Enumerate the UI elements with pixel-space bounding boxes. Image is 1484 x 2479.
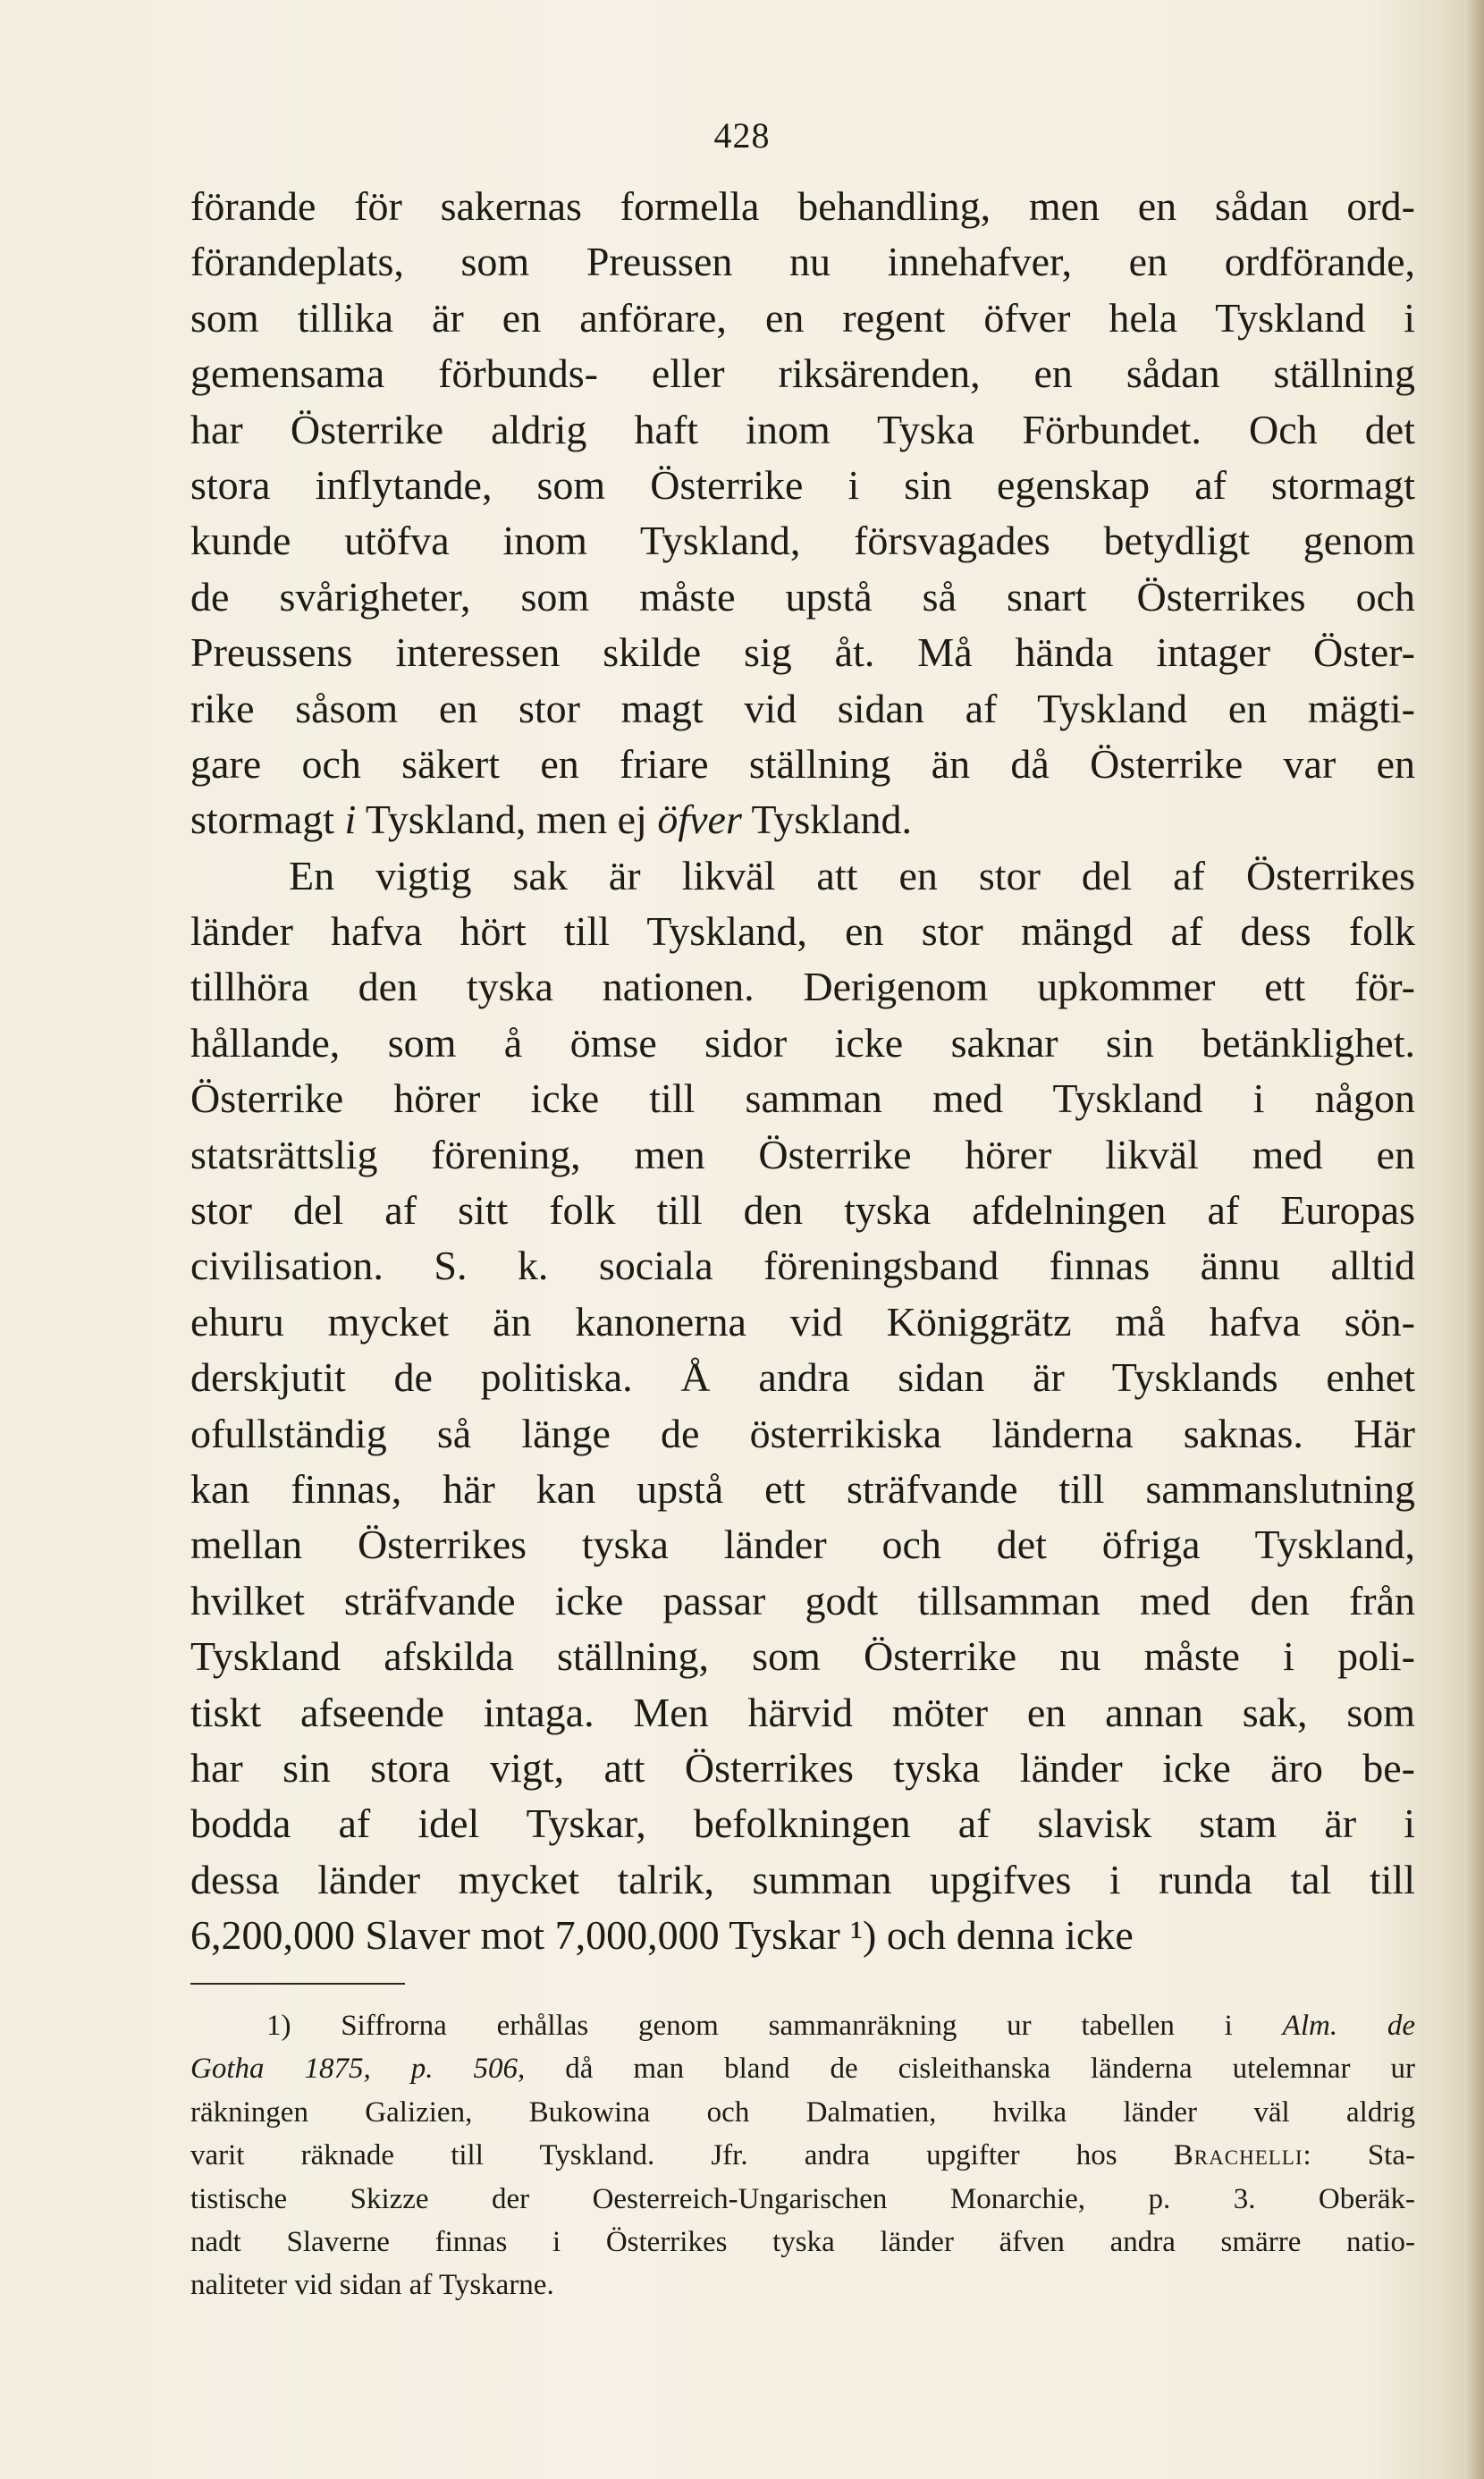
text-line: hvilket sträfvande icke passar godt tillsamman med den från <box>190 1577 1415 1623</box>
text-line: rike såsom en stor magt vid sidan af Tyskland en mägti- <box>190 685 1415 731</box>
text-line: civilisation. S. k. sociala föreningsband finnas ännu alltid <box>190 1243 1415 1289</box>
main-text <box>190 179 1415 1964</box>
page-edge-shadow <box>1464 0 1484 2479</box>
footnote-line: nadt Slaverne finnas i Österrikes tyska länder äfven andra smärre natio- <box>190 2225 1415 2258</box>
text-line: stor del af sitt folk till den tyska afdelningen af Europas <box>190 1187 1415 1234</box>
text-line: ehuru mycket än kanonerna vid Königgrätz må hafva sön- <box>190 1298 1415 1345</box>
text-line: har Österrike aldrig haft inom Tyska Förbundet. Och det <box>190 406 1415 452</box>
text-line: länder hafva hört till Tyskland, en stor mängd af dess folk <box>190 908 1415 955</box>
text-line: kunde utöfva inom Tyskland, försvagades betydligt genom <box>190 518 1415 564</box>
text-line: de svårigheter, som måste upstå så snart Österrikes och <box>190 573 1415 620</box>
footnote-line: 1) Siffrorna erhållas genom sammanräkning ur tabellen i Alm. de <box>266 2010 1416 2042</box>
text-line: förandeplats, som Preussen nu innehafver, en ordförande, <box>190 239 1415 285</box>
text-line: mellan Österrikes tyska länder och det öfriga Tyskland, <box>190 1522 1415 1568</box>
text-line: Preussens interessen skilde sig åt. Må hända intager Öster- <box>190 629 1415 676</box>
text-line: tillhöra den tyska nationen. Derigenom upkommer ett för- <box>190 964 1415 1010</box>
text-line: förande för sakernas formella behandling, men en sådan ord- <box>190 183 1415 229</box>
footnote-line: tistische Skizze der Oesterreich-Ungarischen Monarchie, p. 3. Oberäk- <box>190 2182 1415 2215</box>
text-line: som tillika är en anförare, en regent öfver hela Tyskland i <box>190 294 1415 341</box>
text-line: hållande, som å ömse sidor icke saknar sin betänklighet. <box>190 1019 1415 1066</box>
text-line: gare och säkert en friare ställning än då Österrike var en <box>190 740 1415 787</box>
footnote <box>190 2004 1415 2307</box>
footnote-line: varit räknade till Tyskland. Jfr. andra upgifter hos Brachelli: Sta- <box>190 2139 1415 2172</box>
text-line: har sin stora vigt, att Österrikes tyska länder icke äro be- <box>190 1744 1415 1791</box>
text-line: bodda af idel Tyskar, befolkningen af slavisk stam är i <box>190 1800 1415 1847</box>
text-line: Tyskland afskilda ställning, som Österrike nu måste i poli- <box>190 1633 1415 1680</box>
text-line: tiskt afseende intaga. Men härvid möter en annan sak, som <box>190 1689 1415 1735</box>
text-line: gemensama förbunds- eller riksärenden, en sådan ställning <box>190 350 1415 397</box>
footnote-line: naliteter vid sidan af Tyskarne. <box>190 2269 554 2302</box>
text-line: ofullständig så länge de österrikiska länderna saknas. Här <box>190 1410 1415 1456</box>
footnote-line: räkningen Galizien, Bukowina och Dalmatien, hvilka länder väl aldrig <box>190 2095 1415 2129</box>
text-line: dessa länder mycket talrik, summan upgifves i runda tal till <box>190 1856 1415 1902</box>
text-line: stora inflytande, som Österrike i sin egenskap af stormagt <box>190 461 1415 508</box>
page-number: 428 <box>713 115 771 156</box>
footnote-line: Gotha 1875, p. 506, då man bland de cisleithanska länderna utelemnar ur <box>190 2053 1415 2086</box>
text-line: derskjutit de politiska. Å andra sidan är Tysklands enhet <box>190 1354 1415 1401</box>
text-line: En vigtig sak är likväl att en stor del af Österrikes <box>289 852 1415 898</box>
text-line: Österrike hörer icke till samman med Tyskland i någon <box>190 1075 1415 1122</box>
text-line: 6,200,000 Slaver mot 7,000,000 Tyskar ¹) och denna icke <box>190 1912 1134 1959</box>
text-line: stormagt i Tyskland, men ej öfver Tyskland. <box>190 797 912 843</box>
text-line: kan finnas, här kan upstå ett sträfvande till sammanslutning <box>190 1465 1415 1512</box>
footnote-separator <box>190 1983 405 1985</box>
text-line: statsrättslig förening, men Österrike hörer likväl med en <box>190 1131 1415 1177</box>
